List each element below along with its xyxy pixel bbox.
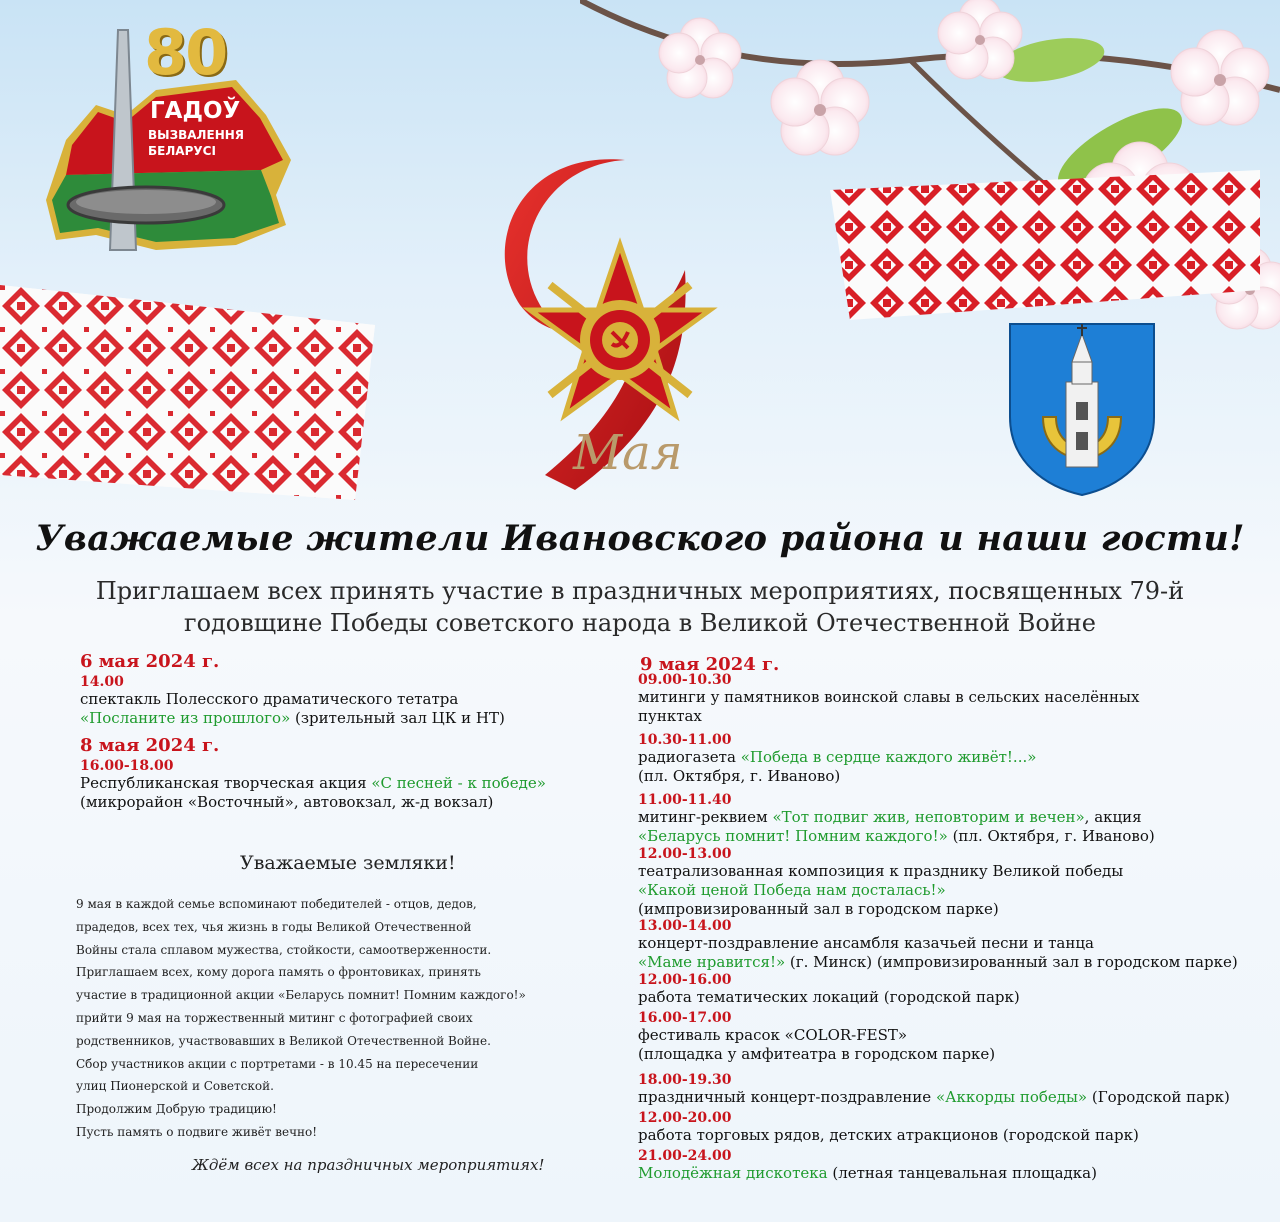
event-date: 6 мая 2024 г. (80, 651, 220, 672)
schedule-text (638, 1088, 1258, 1107)
schedule-item (638, 1010, 1258, 1064)
event-time: 14.00 (80, 674, 124, 690)
letter-line: Сбор участников акции с портретами - в 10.45 на пересечении (76, 1056, 479, 1071)
schedule-text-a: праздничный концерт-поздравление (638, 1088, 936, 1106)
schedule-text-c: (летная танцевальная площадка) (827, 1164, 1097, 1182)
schedule-text-c: (Городской парк) (1087, 1088, 1230, 1106)
schedule-title-2: «Какой ценой Победа нам досталась!» (638, 881, 946, 899)
schedule-text (638, 808, 1258, 827)
event-title: «Посланите из прошлого» (80, 709, 291, 727)
schedule-text: фестиваль красок «COLOR-FEST» (638, 1026, 908, 1044)
schedule-text: театрализованная композиция к празднику Великой победы (638, 862, 1124, 880)
page-headline: Уважаемые жители Ивановского района и наши гости! (35, 518, 1245, 559)
event-title: «С песней - к победе» (371, 774, 546, 792)
schedule-text (638, 748, 1238, 767)
schedule-text-line2 (638, 827, 1258, 846)
schedule-item (638, 672, 1238, 726)
embroidery-ornament-right (830, 170, 1260, 320)
schedule-text: концерт-поздравление ансамбля казачьей песни и танца (638, 934, 1094, 952)
schedule-text: работа торговых рядов, детских атракционов (городской парк) (638, 1126, 1139, 1144)
schedule-item (638, 846, 1258, 919)
letter-line: Приглашаем всех, кому дорога память о фронтовиках, принять (76, 965, 481, 980)
80-years-liberation-logo (36, 16, 296, 260)
letter-title: Уважаемые земляки! (240, 852, 456, 874)
schedule-text-a: радиогазета (638, 748, 741, 766)
schedule-text (638, 1164, 1258, 1183)
schedule-text: митинги у памятников воинской славы в сельских населённых (638, 688, 1140, 706)
event-time: 16.00-18.00 (80, 758, 174, 774)
schedule-text: работа тематических локаций (городской парк) (638, 988, 1020, 1006)
subheading-line-1: Приглашаем всех принять участие в праздничных мероприятиях, посвященных 79-й (95, 577, 1185, 605)
schedule-time: 12.00-13.00 (638, 846, 732, 862)
schedule-item (638, 792, 1258, 846)
schedule-title: «Аккорды победы» (935, 1088, 1088, 1106)
logo-line-liberation: ВЫЗВАЛЕННЯ (148, 128, 245, 142)
logo-line-belarus: БЕЛАРУСІ (148, 144, 216, 158)
event-date: 8 мая 2024 г. (80, 735, 220, 756)
event-may-6 (80, 651, 600, 728)
event-description: спектакль Полесского драматического тетатра (80, 690, 459, 708)
schedule-place: (г. Минск) (импровизированный зал в городском парке) (785, 953, 1238, 971)
event-title-line (80, 774, 600, 793)
schedule-title: «Тот подвиг жив, неповторим и вечен» (772, 808, 1085, 826)
schedule-item (638, 732, 1238, 786)
schedule-time: 13.00-14.00 (638, 918, 732, 934)
schedule-title: Молодёжная дискотека (638, 1164, 828, 1182)
letter-line: 9 мая в каждой семье вспоминают победителей - отцов, дедов, (76, 897, 477, 911)
schedule-text-c: , акция (1084, 808, 1142, 826)
subheading-line-2: годовщине Победы советского народа в Великой Отечественной Войне (184, 609, 1096, 637)
schedule-text-line2: (площадка у амфитеатра в городском парке) (638, 1045, 996, 1063)
letter-line: участие в традиционной акции «Беларусь помнит! Помним каждого!» (76, 988, 526, 1003)
schedule-text-a: митинг-реквием (638, 808, 773, 826)
emblem-script-may: Мая (573, 425, 683, 481)
logo-line-years: ГАДОЎ (150, 98, 241, 124)
letter-line: улиц Пионерской и Советской. (76, 1079, 274, 1094)
schedule-date-may-9: 9 мая 2024 г. (640, 654, 780, 675)
logo-number: 80 (144, 16, 227, 89)
letter-body (76, 893, 536, 1144)
page-subheading (40, 575, 1240, 639)
schedule-time: 18.00-19.30 (638, 1072, 732, 1088)
schedule-title-2: «Маме нравится!» (638, 953, 786, 971)
event-place: (микрорайон «Восточный», автовокзал, ж-д вокзал) (80, 793, 494, 811)
schedule-time: 21.00-24.00 (638, 1148, 732, 1164)
schedule-time: 12.00-16.00 (638, 972, 732, 988)
event-title-line (80, 709, 600, 728)
schedule-text-line2: пунктах (638, 707, 702, 725)
schedule-place: (пл. Октября, г. Иваново) (947, 827, 1155, 845)
schedule-time: 12.00-20.00 (638, 1110, 732, 1126)
letter-closing: Ждём всех на праздничных мероприятиях! (192, 1156, 545, 1174)
schedule-time: 10.30-11.00 (638, 732, 732, 748)
event-place: (зрительный зал ЦК и НТ) (290, 709, 505, 727)
schedule-title: «Победа в сердце каждого живёт!...» (740, 748, 1037, 766)
schedule-item (638, 1148, 1258, 1183)
schedule-time: 09.00-10.30 (638, 672, 732, 688)
schedule-time: 11.00-11.40 (638, 792, 732, 808)
schedule-text-line2: (пл. Октября, г. Иваново) (638, 767, 841, 785)
schedule-time: 16.00-17.00 (638, 1010, 732, 1026)
schedule-item (638, 1110, 1258, 1145)
schedule-place: (импровизированный зал в городском парке) (638, 900, 999, 918)
letter-line: прийти 9 мая на торжественный митинг с фотографией своих (76, 1010, 473, 1025)
schedule-item (638, 918, 1258, 972)
embroidery-ornament-left (0, 285, 375, 500)
event-description: Республиканская творческая акция (80, 774, 372, 792)
victory-day-emblem (485, 155, 755, 500)
letter-line: Пусть память о подвиге живёт вечно! (76, 1124, 318, 1139)
letter-line: Продолжим Добрую традицию! (76, 1102, 277, 1117)
schedule-text-line2 (638, 953, 1258, 972)
ivanovo-coat-of-arms (1008, 322, 1156, 497)
schedule-title-2: «Беларусь помнит! Помним каждого!» (638, 827, 948, 845)
letter-line: прадедов, всех тех, чья жизнь в годы Великой Отечественной (76, 919, 472, 934)
schedule-item (638, 972, 1258, 1007)
event-may-8 (80, 735, 600, 812)
schedule-item (638, 1072, 1258, 1107)
letter-line: Войны стала сплавом мужества, стойкости, самоотверженности. (76, 942, 492, 957)
letter-line: родственников, участвовавших в Великой Отечественной Войне. (76, 1033, 491, 1048)
